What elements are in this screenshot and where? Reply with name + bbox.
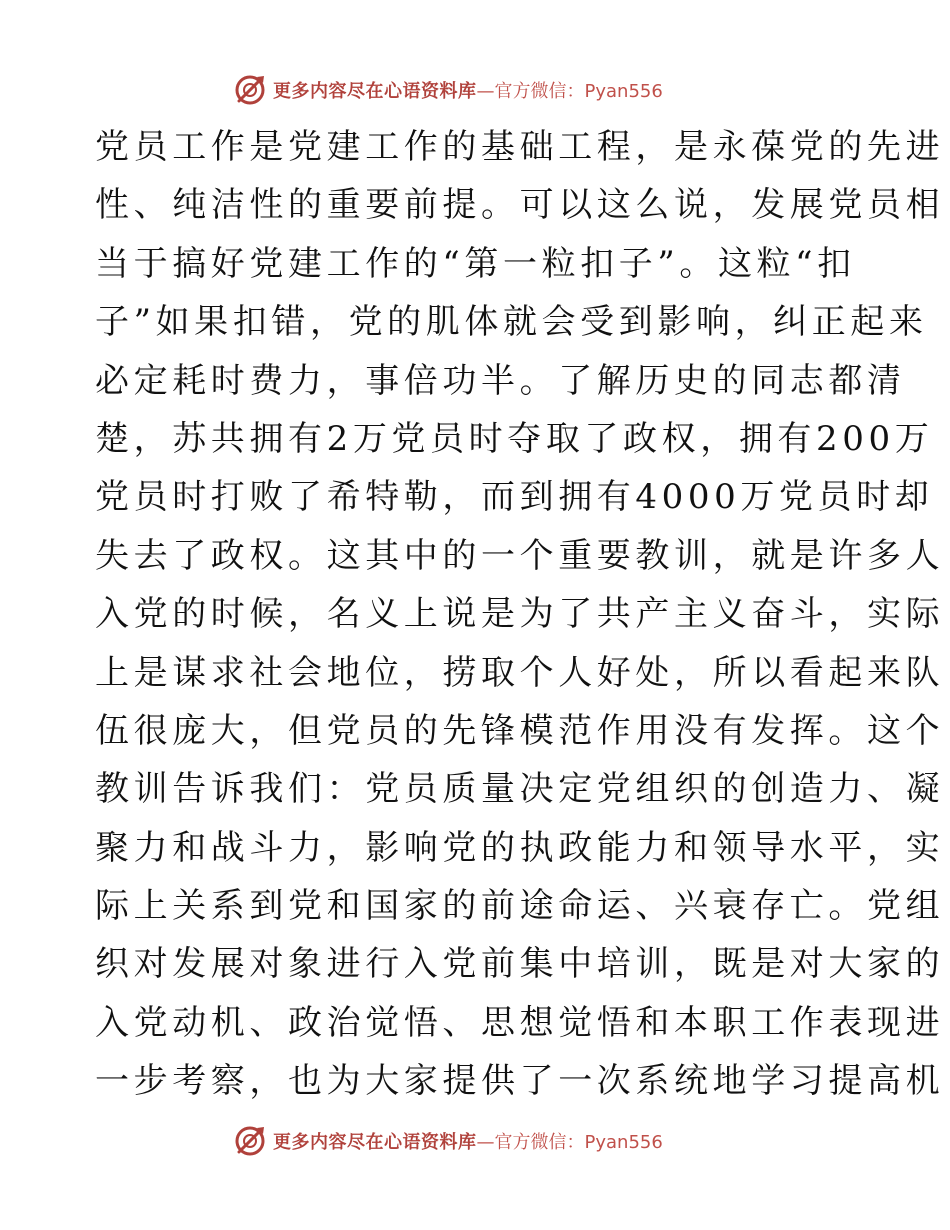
text-line: 必定耗时费力，事倍功半。了解历史的同志都清	[95, 360, 906, 401]
text-line: 失去了政权。这其中的一个重要教训，就是许多人	[95, 535, 945, 576]
watermark-sub-text: —官方微信：Pyan556	[476, 1132, 663, 1153]
text-line: 子”如果扣错，党的肌体就会受到影响，纠正起来	[95, 302, 928, 343]
watermark-main-text: 更多内容尽在心语资料库	[273, 1132, 477, 1153]
text-line: 入党动机、政治觉悟、思想觉悟和本职工作表现进	[95, 1002, 945, 1043]
footer-watermark	[233, 1124, 733, 1158]
text-line: 伍很庞大，但党员的先锋模范作用没有发挥。这个	[95, 710, 945, 751]
header-watermark	[233, 73, 733, 107]
watermark-logo-icon	[233, 1124, 267, 1158]
text-line: 上是谋求社会地位，捞取个人好处，所以看起来队	[95, 652, 945, 693]
text-line: 性、纯洁性的重要前提。可以这么说，发展党员相	[95, 185, 945, 226]
watermark-sub-text: —官方微信：Pyan556	[476, 81, 663, 102]
text-line: 教训告诉我们：党员质量决定党组织的创造力、凝	[95, 769, 945, 810]
text-line: 党员工作是党建工作的基础工程，是永葆党的先进	[95, 127, 945, 167]
text-line: 楚，苏共拥有2万党员时夺取了政权，拥有200万	[95, 418, 934, 459]
watermark-main-text: 更多内容尽在心语资料库	[273, 81, 477, 102]
text-line: 际上关系到党和国家的前途命运、兴衰存亡。党组	[95, 886, 945, 927]
text-line: 党员时打败了希特勒，而到拥有4000万党员时却	[95, 477, 934, 518]
text-line: 当于搞好党建工作的“第一粒扣子”。这粒“扣	[95, 243, 856, 284]
watermark-logo-icon	[233, 73, 267, 107]
text-line: 入党的时候，名义上说是为了共产主义奋斗，实际	[95, 594, 945, 635]
text-line: 织对发展对象进行入党前集中培训，既是对大家的	[95, 944, 945, 985]
text-line: 一步考察，也为大家提供了一次系统地学习提高机	[95, 1061, 945, 1102]
body-paragraph	[95, 118, 945, 1111]
text-line: 聚力和战斗力，影响党的执政能力和领导水平，实	[95, 827, 945, 868]
